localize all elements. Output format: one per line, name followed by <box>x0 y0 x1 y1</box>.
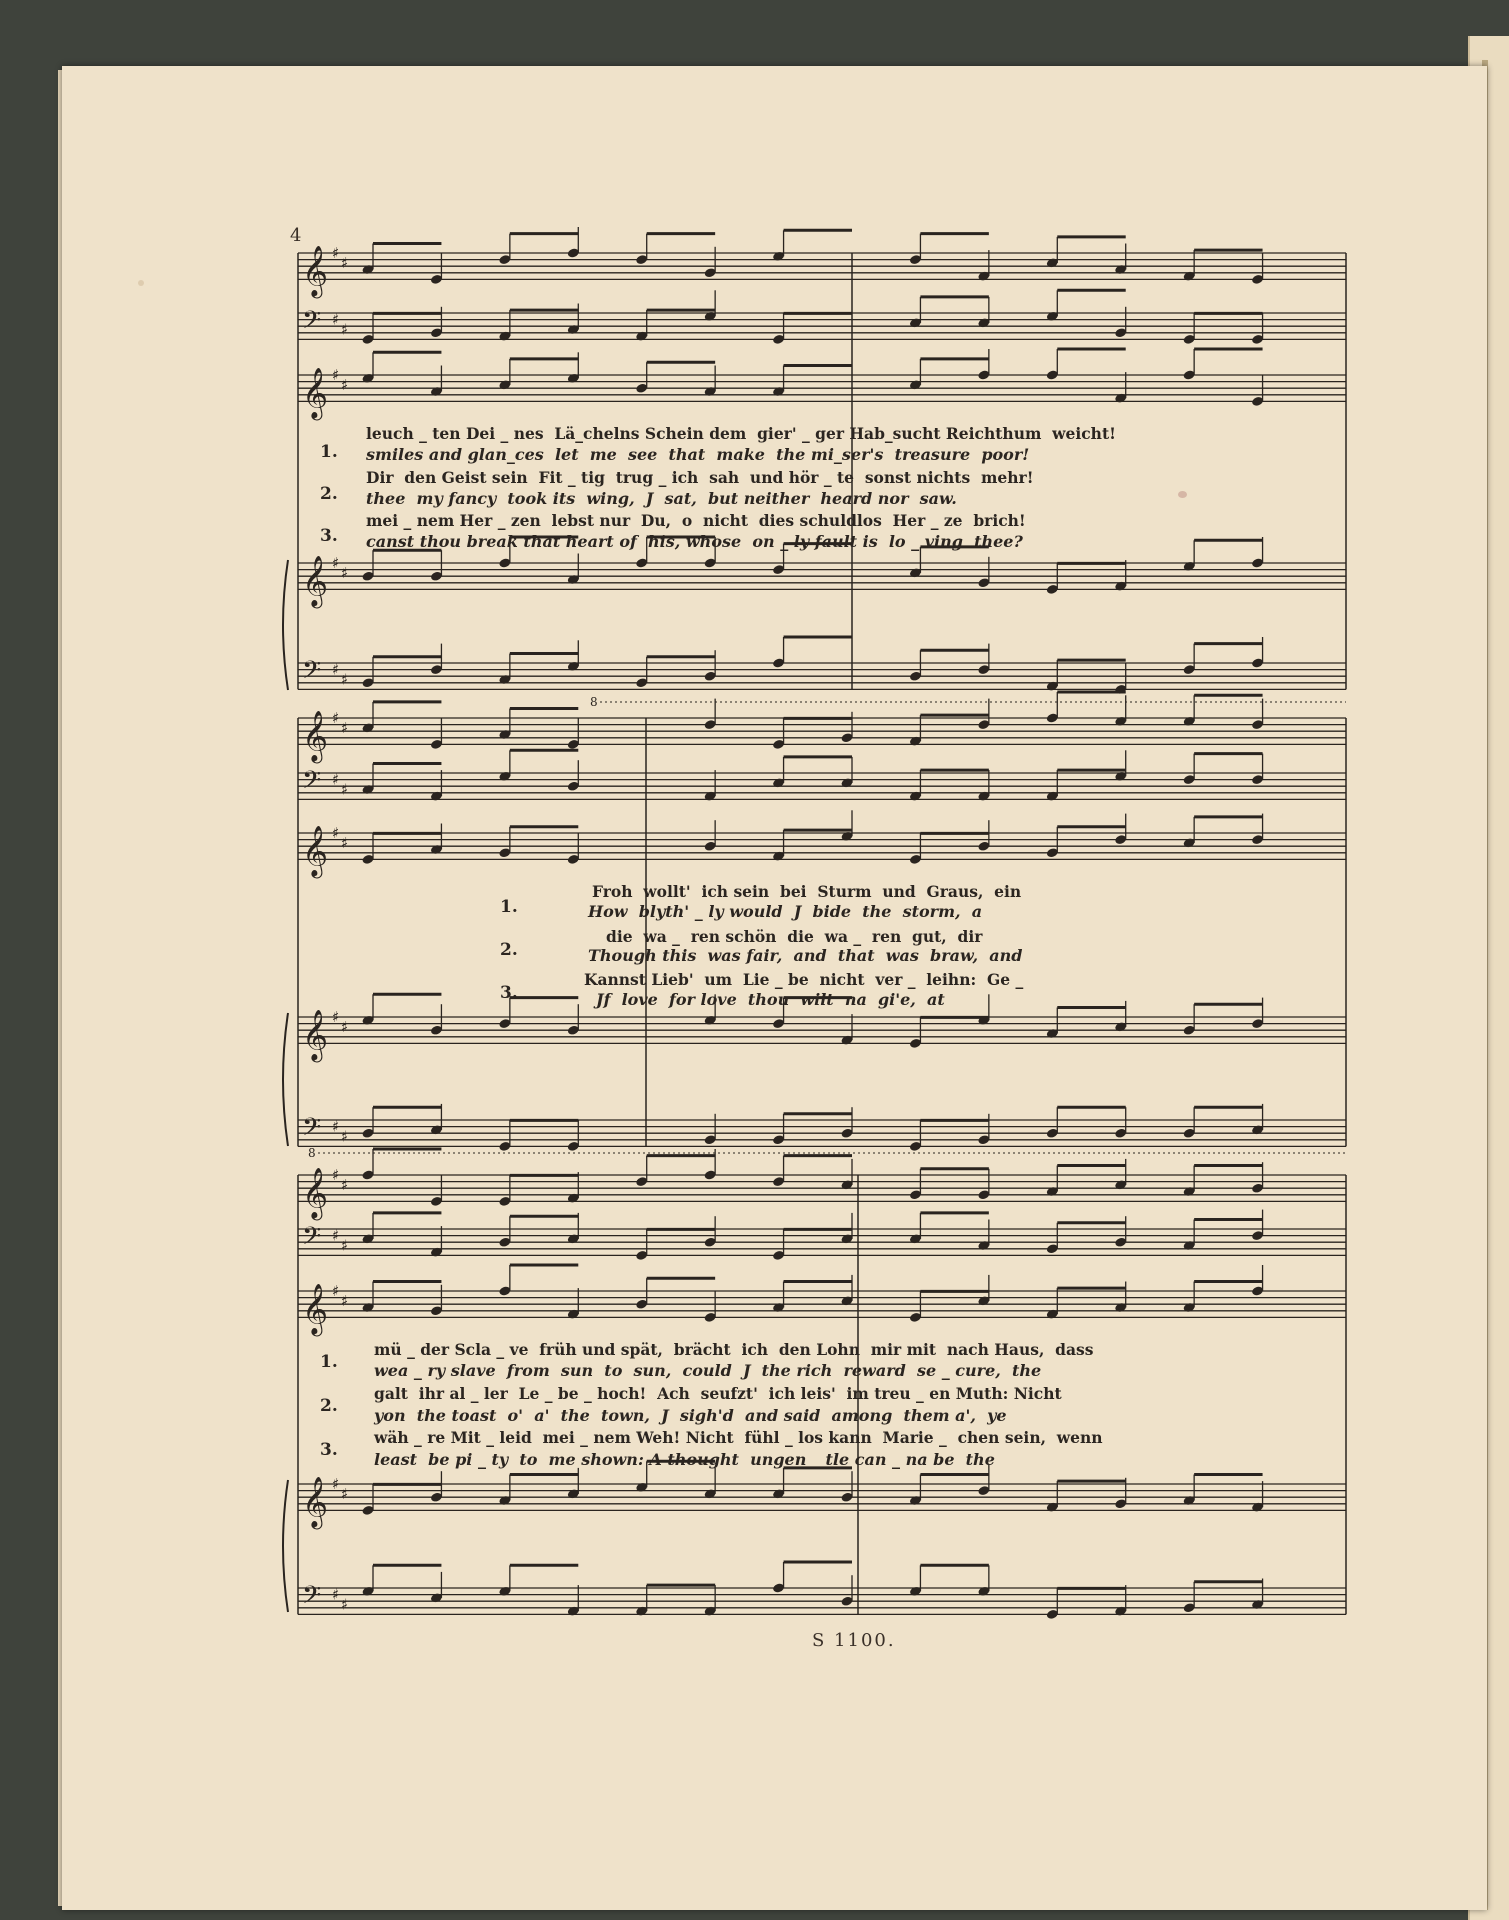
treble-clef: 𝄞 <box>302 245 329 297</box>
verse-number: 1. <box>500 897 518 917</box>
treble-clef: 𝄞 <box>302 1009 329 1061</box>
lyric-line-en: least be pi _ ty to me shown: A thought ungen _ tle can _ na be the <box>374 1450 995 1469</box>
bass-clef: 𝄢 <box>302 655 322 691</box>
verse-number: 1. <box>320 1352 338 1372</box>
sharp-key-signature: ♯ <box>332 1117 340 1136</box>
piano-brace <box>283 560 288 690</box>
sharp-key-signature: ♯ <box>332 824 340 842</box>
treble-clef: 𝄞 <box>302 1476 329 1528</box>
piano-brace <box>283 1480 288 1612</box>
sharp-key-signature: ♯ <box>341 833 349 852</box>
octave-marking: 8 <box>308 1146 316 1160</box>
sharp-key-signature: ♯ <box>341 563 349 582</box>
verse-number: 1. <box>320 442 338 462</box>
sharp-key-signature: ♯ <box>341 1595 349 1614</box>
lyric-line-de: leuch _ ten Dei _ nes Lä_chelns Schein dem gier' _ ger Hab_sucht Reichthum weicht! <box>366 424 1116 443</box>
verse-number: 3. <box>500 983 518 1003</box>
lyric-line-en: wea _ ry slave from sun to sun, could J the rich reward se _ cure, the <box>374 1361 1042 1380</box>
page-number: 4 <box>290 225 302 246</box>
lyric-line-en: Jf love for love thou wilt na gi'e, at <box>596 990 945 1009</box>
plate-number: S 1100. <box>812 1630 896 1651</box>
sharp-key-signature: ♯ <box>341 1291 349 1310</box>
sharp-key-signature: ♯ <box>332 1226 340 1245</box>
lyric-line-de: Froh wollt' ich sein bei Sturm und Graus, ein <box>592 882 1022 901</box>
treble-clef: 𝄞 <box>302 555 329 607</box>
lyric-line-en: thee my fancy took its wing, J sat, but neither heard nor saw. <box>366 489 957 508</box>
sharp-key-signature: ♯ <box>332 1008 340 1026</box>
sharp-key-signature: ♯ <box>332 244 340 262</box>
lyric-line-de: die wa _ ren schön die wa _ ren gut, dir <box>606 927 983 946</box>
treble-clef: 𝄞 <box>302 367 329 419</box>
sharp-key-signature: ♯ <box>332 366 340 384</box>
sharp-key-signature: ♯ <box>332 770 340 789</box>
sharp-key-signature: ♯ <box>341 1236 349 1255</box>
verse-number: 2. <box>320 484 338 504</box>
lyric-line-de: wäh _ re Mit _ leid mei _ nem Weh! Nicht fühl _ los kann Marie _ chen sein, wenn <box>374 1428 1103 1447</box>
piano-brace <box>283 1013 288 1146</box>
lyric-line-en: yon the toast o' a' the town, J sigh'd and said among them a', ye <box>374 1406 1007 1425</box>
sharp-key-signature: ♯ <box>332 1585 340 1604</box>
sharp-key-signature: ♯ <box>332 660 340 679</box>
sharp-key-signature: ♯ <box>341 1175 349 1194</box>
sharp-key-signature: ♯ <box>332 1475 340 1493</box>
lyric-line-de: galt ihr al _ ler Le _ be _ hoch! Ach seufzt' ich leis' im treu _ en Muth: Nicht <box>374 1384 1062 1403</box>
sharp-key-signature: ♯ <box>332 554 340 572</box>
sharp-key-signature: ♯ <box>341 670 349 689</box>
lyric-line-en: smiles and glan_ces let me see that make the mi_ser's treasure poor! <box>366 445 1030 464</box>
treble-clef: 𝄞 <box>302 1167 329 1219</box>
sharp-key-signature: ♯ <box>341 320 349 339</box>
sharp-key-signature: ♯ <box>332 1166 340 1184</box>
lyric-line-en: How blyth' _ ly would J bide the storm, a <box>588 902 983 921</box>
lyric-line-en: Though this was fair, and that was braw, and <box>588 946 1023 965</box>
lyric-line-de: Kannst Lieb' um Lie _ be nicht ver _ leihn: Ge _ <box>584 970 1024 989</box>
treble-clef: 𝄞 <box>302 825 329 877</box>
bass-clef: 𝄢 <box>302 765 322 801</box>
verse-number: 2. <box>500 940 518 960</box>
lyric-line-de: mei _ nem Her _ zen lebst nur Du, o nicht dies schuldlos Her _ ze brich! <box>366 511 1026 530</box>
octave-marking: 8 <box>590 695 598 709</box>
sharp-key-signature: ♯ <box>341 1484 349 1503</box>
sharp-key-signature: ♯ <box>332 1282 340 1300</box>
verse-number: 3. <box>320 1440 338 1460</box>
lyric-line-en: canst thou break that heart of his, whose on _ ly fault is lo _ ving thee? <box>366 532 1023 551</box>
lyric-line-de: Dir den Geist sein Fit _ tig trug _ ich sah und hör _ te sonst nichts mehr! <box>366 468 1034 487</box>
sharp-key-signature: ♯ <box>341 718 349 737</box>
sharp-key-signature: ♯ <box>332 709 340 727</box>
lyric-line-de: mü _ der Scla _ ve früh und spät, brächt ich den Lohn mir mit nach Haus, dass <box>374 1340 1094 1359</box>
treble-clef: 𝄞 <box>302 710 329 762</box>
sharp-key-signature: ♯ <box>341 1017 349 1036</box>
sharp-key-signature: ♯ <box>341 780 349 799</box>
sharp-key-signature: ♯ <box>341 1127 349 1146</box>
bass-clef: 𝄢 <box>302 305 322 341</box>
sharp-key-signature: ♯ <box>341 253 349 272</box>
bass-clef: 𝄢 <box>302 1112 322 1148</box>
sharp-key-signature: ♯ <box>332 310 340 329</box>
verse-number: 3. <box>320 526 338 546</box>
bass-clef: 𝄢 <box>302 1580 322 1616</box>
bass-clef: 𝄢 <box>302 1221 322 1257</box>
treble-clef: 𝄞 <box>302 1283 329 1335</box>
sharp-key-signature: ♯ <box>341 375 349 394</box>
verse-number: 2. <box>320 1396 338 1416</box>
